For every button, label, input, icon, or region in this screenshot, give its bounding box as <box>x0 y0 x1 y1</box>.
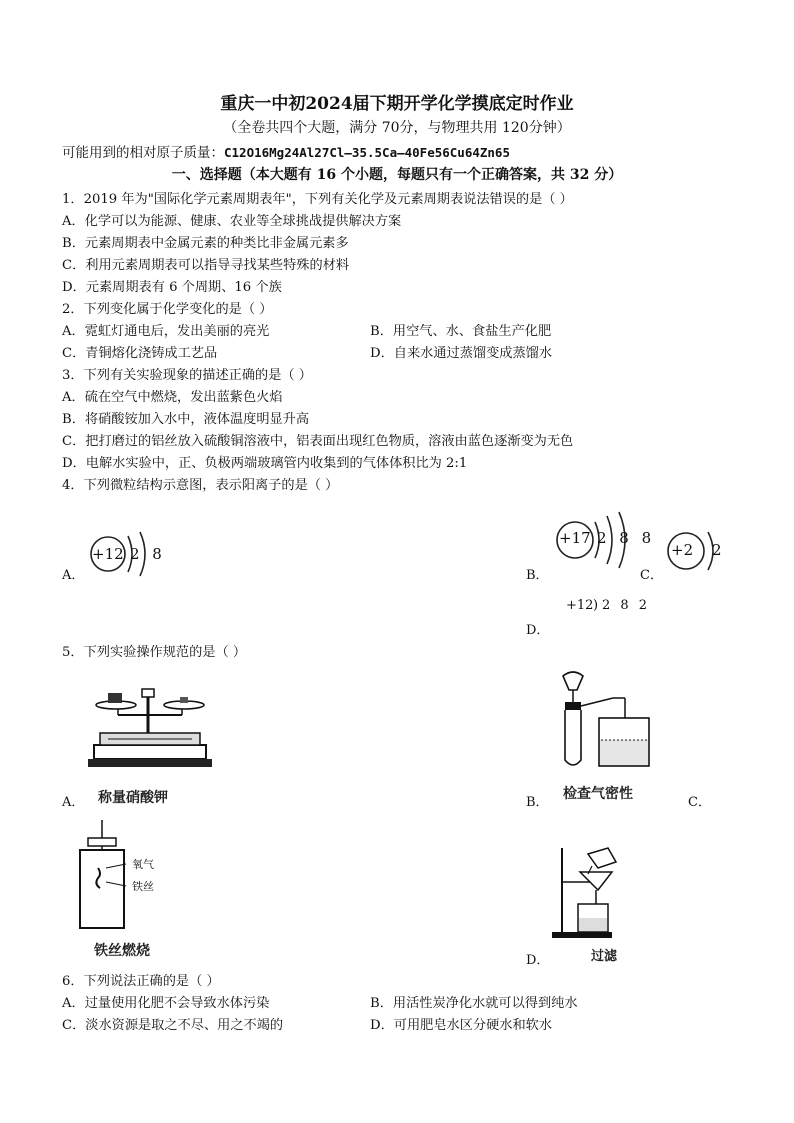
caption-5a: 称量硝酸钾 <box>98 790 168 806</box>
filtration-illustration <box>550 842 625 942</box>
atom-diagram-a <box>88 528 168 580</box>
balance-illustration <box>88 685 213 770</box>
question-4-stem: 4．下列微粒结构示意图，表示阳离子的是（ ） <box>62 478 339 493</box>
caption-5c: 铁丝燃烧 <box>94 943 150 959</box>
question-6-stem: 6．下列说法正确的是（ ） <box>62 974 220 989</box>
question-4-option-d-label: D． <box>526 623 550 638</box>
question-3-option-a: A．硫在空气中燃烧，发出蓝紫色火焰 <box>62 390 283 405</box>
question-5-option-a-label: A． <box>62 795 85 810</box>
question-1-stem: 1．2019 年为"国际化学元素周期表年"，下列有关化学及元素周期表说法错误的是（ ） <box>62 192 573 207</box>
question-1-option-d: D．元素周期表有 6 个周期、16 个族 <box>62 280 282 295</box>
atom-c-shells: 2 <box>712 541 722 559</box>
label-oxygen: 氧气 <box>132 858 154 871</box>
question-6-option-a: A．过量使用化肥不会导致水体污染 <box>62 996 270 1011</box>
atom-a-shells: 2 8 <box>130 545 166 563</box>
question-1-option-a: A．化学可以为能源、健康、农业等全球挑战提供解决方案 <box>62 214 402 229</box>
question-3-option-d: D．电解水实验中，正、负极两端玻璃管内收集到的气体体积比为 2:1 <box>62 456 468 471</box>
question-4-option-a-label: A． <box>62 568 85 583</box>
question-2-stem: 2．下列变化属于化学变化的是（ ） <box>62 302 273 317</box>
section-heading: 一、选择题（本大题有 16 个小题，每题只有一个正确答案，共 32 分） <box>171 167 623 183</box>
question-5-stem: 5．下列实验操作规范的是（ ） <box>62 645 247 660</box>
atom-diagram-c <box>666 524 726 578</box>
atom-a-nucleus: +12 <box>92 545 124 563</box>
label-iron-wire: 铁丝 <box>132 880 154 893</box>
question-5-option-b-label: B． <box>526 795 549 810</box>
question-3-option-c: C．把打磨过的铝丝放入硫酸铜溶液中，铝表面出现红色物质，溶液由蓝色逐渐变为无色 <box>62 434 574 449</box>
paper-subtitle: （全卷共四个大题，满分 70分，与物理共用 120分钟） <box>223 120 571 136</box>
paper-title: 重庆一中初2024届下期开学化学摸底定时作业 <box>220 94 574 114</box>
question-6-option-d: D．可用肥皂水区分硬水和软水 <box>370 1018 553 1033</box>
atom-b-shells: 2 8 8 <box>597 529 656 547</box>
question-1-option-b: B．元素周期表中金属元素的种类比非金属元素多 <box>62 236 349 251</box>
masses-formula: C12O16Mg24Al27Cl—35.5Ca—40Fe56Cu64Zn65 <box>224 145 510 160</box>
question-3-stem: 3．下列有关实验现象的描述正确的是（ ） <box>62 368 312 383</box>
question-5-option-c-label: C． <box>688 795 711 810</box>
question-3-option-b: B．将硝酸铵加入水中，液体温度明显升高 <box>62 412 310 427</box>
atom-diagram-d: +12 ) 2 8 2 <box>566 598 651 613</box>
question-2-option-c: C．青铜熔化浇铸成工艺品 <box>62 346 218 361</box>
question-2-option-d: D．自来水通过蒸馏变成蒸馏水 <box>370 346 553 361</box>
question-6-option-b: B．用活性炭净化水就可以得到纯水 <box>370 996 578 1011</box>
masses-label: 可能用到的相对原子质量： <box>62 145 224 161</box>
question-2-option-a: A．霓虹灯通电后，发出美丽的亮光 <box>62 324 270 339</box>
question-4-option-c-label: C． <box>640 568 663 583</box>
atom-d-nucleus: +12 <box>566 598 594 613</box>
atom-b-nucleus: +17 <box>559 529 591 547</box>
question-5-option-d-label: D． <box>526 953 550 968</box>
relative-atomic-masses <box>62 141 510 161</box>
iron-burning-illustration <box>70 820 170 932</box>
caption-5d: 过滤 <box>591 949 618 964</box>
atom-d-shells: 2 8 2 <box>602 598 651 613</box>
question-6-option-c: C．淡水资源是取之不尽、用之不竭的 <box>62 1018 284 1033</box>
question-4-option-b-label: B． <box>526 568 549 583</box>
atom-c-nucleus: +2 <box>671 541 694 559</box>
question-1-option-c: C．利用元素周期表可以指导寻找某些特殊的材料 <box>62 258 350 273</box>
atom-diagram-b <box>555 508 656 568</box>
airtightness-illustration <box>553 668 653 773</box>
question-2-option-b: B．用空气、水、食盐生产化肥 <box>370 324 552 339</box>
caption-5b: 检查气密性 <box>563 786 633 802</box>
